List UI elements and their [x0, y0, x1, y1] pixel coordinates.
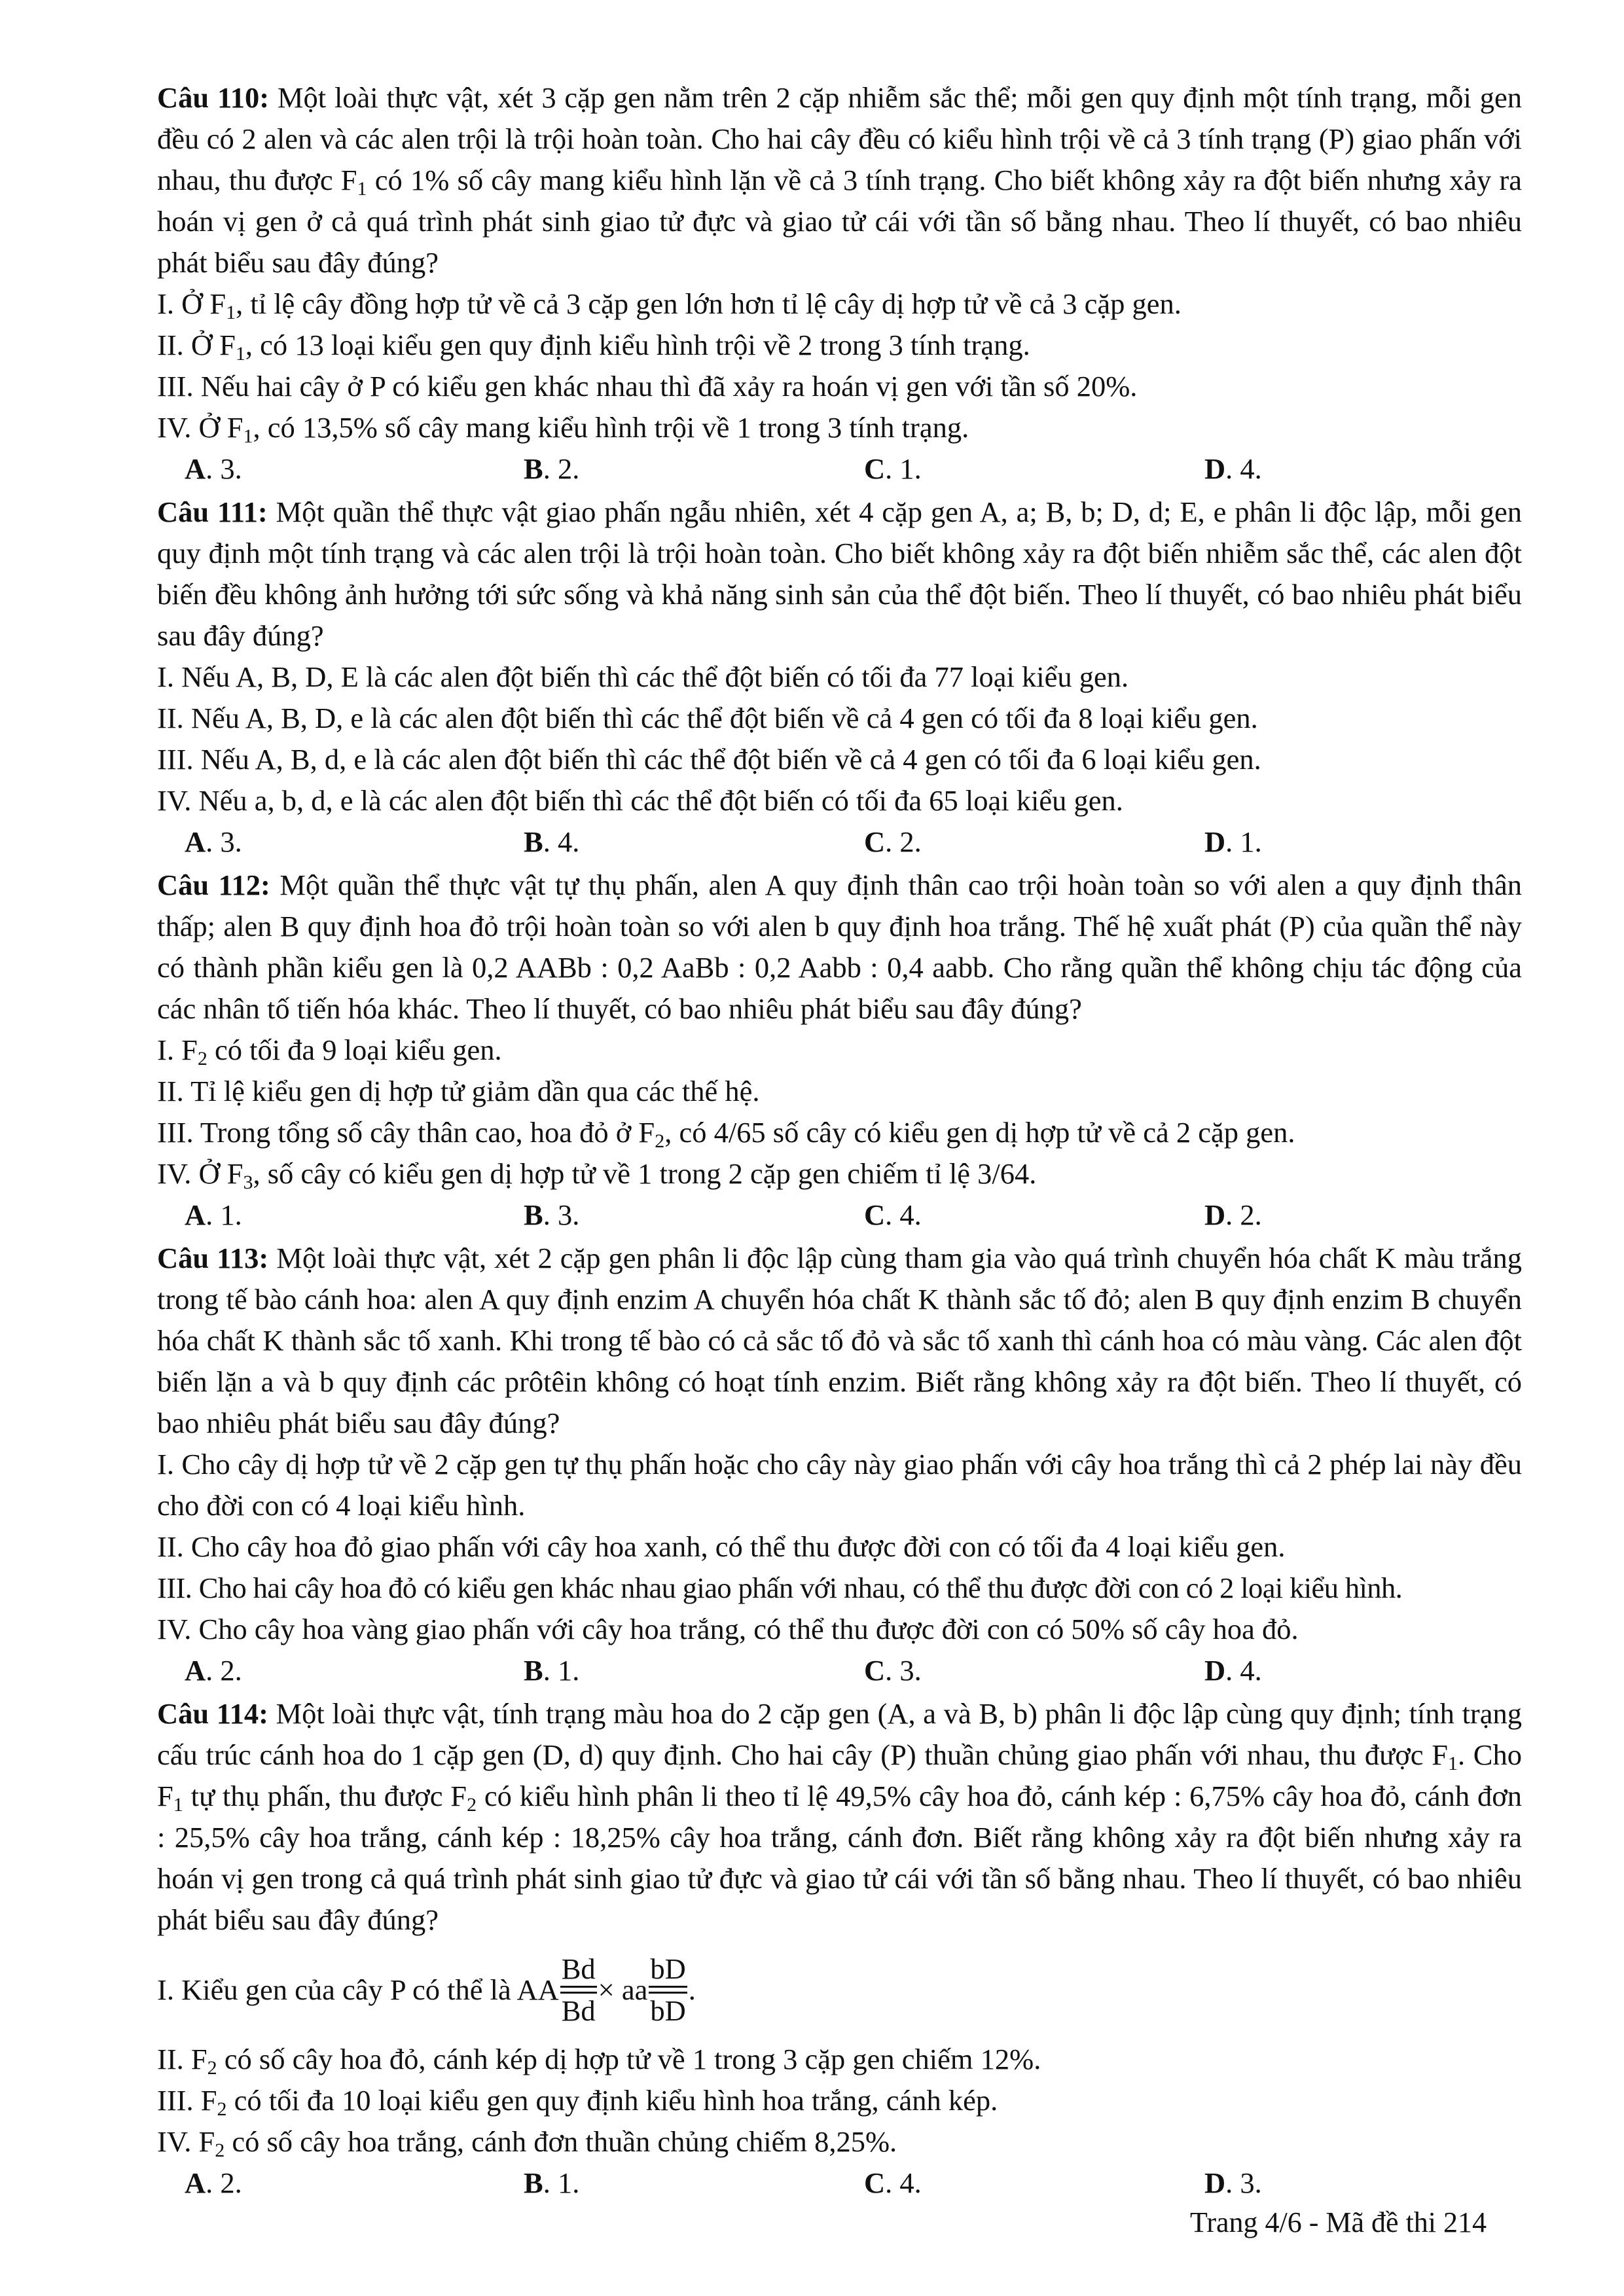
question-label: Câu 114: [157, 1697, 268, 1730]
answer-option-b[interactable]: B. 1. [524, 2166, 580, 2199]
statement-1: I. $F_2$ có tối đa 9 loại kiểu gen. [157, 1033, 502, 1069]
question-label: Câu 112: [157, 869, 270, 901]
question-text [157, 492, 1522, 656]
answer-options [157, 448, 1522, 492]
answer-options [157, 1650, 1522, 1693]
question-text [157, 1238, 1522, 1444]
answer-option-d[interactable]: D. 3. [1204, 2166, 1262, 2199]
answer-option-a[interactable]: A. 1. [185, 1198, 242, 1231]
statement-4: IV. Nếu a, b, d, e là các alen đột biến thì các thể đột biến có tối đa 65 loại kiểu gen. [157, 784, 1123, 817]
answer-option-c[interactable]: C. 3. [864, 1654, 922, 1687]
answer-options [157, 1194, 1522, 1238]
statement-3: III. Nếu hai cây ở P có kiểu gen khác nhau thì đã xảy ra hoán vị gen với tần số 20%. [157, 370, 1138, 403]
statement-1: I. Ở $F_1$, tỉ lệ cây đồng hợp tử về cả 3 cặp gen lớn hơn tỉ lệ cây dị hợp tử về cả 3 cặp gen. [157, 287, 1182, 323]
answer-option-d[interactable]: D. 2. [1204, 1198, 1262, 1231]
subscript: 1 [357, 178, 367, 200]
question-body: Một loài thực vật, xét 3 cặp gen nằm trên 2 cặp nhiễm sắc thể; mỗi gen quy định một tính trạng, mỗi gen đều có 2 alen và các alen trội là trội hoàn toàn. Cho hai cây đều có kiểu hình trội về cả 3 tính trạng (P) giao phấn với nhau, thu được F [157, 81, 1522, 196]
statement-2: II. Nếu A, B, D, e là các alen đột biến thì các thể đột biến về cả 4 gen có tối đa 8 loại kiểu gen. [157, 702, 1258, 734]
answer-option-c[interactable]: C. 4. [864, 1198, 922, 1231]
question-body: Một loài thực vật, tính trạng màu hoa do 2 cặp gen (A, a và B, b) phân li độc lập cùng quy định; tính trạng cấu trúc cánh hoa do 1 cặp gen (D, d) quy định. Cho hai cây (P) thuần chủng giao phấn với nhau, thu được F [157, 1697, 1522, 1771]
question-body: Một loài thực vật, xét 2 cặp gen phân li độc lập cùng tham gia vào quá trình chuyển hóa chất K màu trắng trong tế bào cánh hoa: alen A quy định enzim A chuyển hóa chất K thành sắc tố đỏ; alen B quy định enzim B chuyển hóa chất K thành sắc tố xanh. Khi trong tế bào có cả sắc tố đỏ và sắc tố xanh thì cánh hoa có màu vàng. Các alen đột biến lặn a và b quy định các prôtêin không có hoạt tính enzim. Biết rằng không xảy ra đột biến. Theo lí thuyết, có bao nhiêu phát biểu sau đây đúng? [157, 1242, 1522, 1439]
question-112 [157, 865, 1522, 1238]
answer-option-b[interactable]: B. 4. [524, 825, 580, 858]
question-text: Câu 114: Một loài thực vật, tính trạng màu hoa do 2 cặp gen (A, a và B, b) phân li độc lập cùng quy định; tính trạng cấu trúc cánh hoa do 1 cặp gen (D, d) quy định. Cho hai cây (P) thuần chủng giao phấn với nhau, thu được $F_1$. Cho $F_1$ tự thụ phấn, thu được $F_2$ có kiểu hình phân li theo tỉ lệ 49,5% cây hoa đỏ, cánh kép : 6,75% cây hoa đỏ, cánh đơn : 25,5% cây hoa trắng, cánh kép : 18,25% cây hoa trắng, cánh đơn. Biết rằng không xảy ra đột biến nhưng xảy ra hoán vị gen trong cả quá trình phát sinh giao tử đực và giao tử cái với tần số bằng nhau. Theo lí thuyết, có bao nhiêu phát biểu sau đây đúng? [157, 1697, 1522, 1936]
answer-option-a[interactable]: A. 2. [185, 2166, 242, 2199]
statement-3: III. Cho hai cây hoa đỏ có kiểu gen khác nhau giao phấn với nhau, có thể thu được đời con có 2 loại kiểu hình. [157, 1571, 1403, 1604]
statement-2: II. Tỉ lệ kiểu gen dị hợp tử giảm dần qua các thế hệ. [157, 1075, 760, 1107]
statement-1: I. Nếu A, B, D, E là các alen đột biến thì các thể đột biến có tối đa 77 loại kiểu gen. [157, 660, 1129, 693]
question-body-cont: có 1% số cây mang kiểu hình lặn về cả 3 tính trạng. Cho biết không xảy ra đột biến nhưng xảy ra hoán vị gen ở cả quá trình phát sinh giao tử đực và giao tử cái với tần số bằng nhau. Theo lí thuyết, có bao nhiêu phát biểu sau đây đúng? [157, 164, 1523, 279]
genotype-fraction-1: $\frac{Bd}{Bd}$ [561, 1952, 596, 2027]
question-114 [157, 1693, 1522, 2206]
statement-4: IV. Ở $F_1$, có 13,5% số cây mang kiểu hình trội về 1 trong 3 tính trạng. [157, 411, 969, 447]
question-body: Một quần thể thực vật giao phấn ngẫu nhiên, xét 4 cặp gen A, a; B, b; D, d; E, e phân li độc lập, mỗi gen quy định một tính trạng và các alen trội là trội hoàn toàn. Cho biết không xảy ra đột biến nhiễm sắc thể, các alen đột biến đều không ảnh hưởng tới sức sống và khả năng sinh sản của thể đột biến. Theo lí thuyết, có bao nhiêu phát biểu sau đây đúng? [157, 495, 1523, 652]
statement-1: I. Kiểu gen của cây P có thể là AA $\frac{Bd}{Bd}$ × aa $\frac{bD}{bD}$ . [157, 1952, 696, 2027]
statement-3: III. $F_2$ có tối đa 10 loại kiểu gen quy định kiểu hình hoa trắng, cánh kép. [157, 2084, 998, 2120]
answer-option-c[interactable]: C. 2. [864, 825, 922, 858]
statement-4: IV. Cho cây hoa vàng giao phấn với cây hoa trắng, có thể thu được đời con có 50% số cây hoa đỏ. [157, 1613, 1299, 1645]
answer-option-a[interactable]: A. 2. [185, 1654, 242, 1687]
answer-option-c[interactable]: C. 4. [864, 2166, 922, 2199]
question-111 [157, 492, 1522, 865]
statement-4: IV. Ở $F_3$, số cây có kiểu gen dị hợp tử về 1 trong 2 cặp gen chiếm tỉ lệ 3/64. [157, 1157, 1037, 1193]
answer-option-d[interactable]: D. 1. [1204, 825, 1262, 858]
question-label: Câu 111: [157, 495, 268, 528]
statement-2: II. $F_2$ có số cây hoa đỏ, cánh kép dị hợp tử về 1 trong 3 cặp gen chiếm 12%. [157, 2043, 1041, 2079]
genotype-fraction-2: $\frac{bD}{bD}$ [650, 1952, 686, 2027]
answer-option-a[interactable]: A. 3. [185, 825, 242, 858]
statement-1: I. Cho cây dị hợp tử về 2 cặp gen tự thụ phấn hoặc cho cây này giao phấn với cây hoa trắng thì cả 2 phép lai này đều cho đời con có 4 loại kiểu hình. [157, 1448, 1522, 1522]
answer-option-d[interactable]: D. 4. [1204, 452, 1262, 485]
answer-option-a[interactable]: A. 3. [185, 452, 242, 485]
answer-option-c[interactable]: C. 1. [864, 452, 922, 485]
question-label: Câu 110: [157, 81, 270, 114]
question-label: Câu 113: [157, 1242, 269, 1274]
answer-options [157, 821, 1522, 865]
answer-option-b[interactable]: B. 2. [524, 452, 580, 485]
statement-3: III. Nếu A, B, d, e là các alen đột biến thì các thể đột biến về cả 4 gen có tối đa 6 loại kiểu gen. [157, 743, 1261, 776]
answer-options [157, 2162, 1522, 2206]
answer-option-d[interactable]: D. 4. [1204, 1654, 1262, 1687]
statement-4: IV. $F_2$ có số cây hoa trắng, cánh đơn thuần chủng chiếm 8,25%. [157, 2125, 897, 2161]
question-body: Một quần thể thực vật tự thụ phấn, alen A quy định thân cao trội hoàn toàn so với alen a quy định thân thấp; alen B quy định hoa đỏ trội hoàn toàn so với alen b quy định hoa trắng. Thế hệ xuất phát (P) của quần thể này có thành phần kiểu gen là 0,2 AABb : 0,2 AaBb : 0,2 Aabb : 0,4 aabb. Cho rằng quần thể không chịu tác động của các nhân tố tiến hóa khác. Theo lí thuyết, có bao nhiêu phát biểu sau đây đúng? [157, 869, 1523, 1025]
statement-3: III. Trong tổng số cây thân cao, hoa đỏ ở $F_2$, có 4/65 số cây có kiểu gen dị hợp tử về cả 2 cặp gen. [157, 1116, 1295, 1152]
answer-option-b[interactable]: B. 3. [524, 1198, 580, 1231]
page-footer: Trang 4/6 - Mã đề thi 214 [1190, 2206, 1487, 2238]
statement-2: II. Cho cây hoa đỏ giao phấn với cây hoa xanh, có thể thu được đời con có tối đa 4 loại kiểu gen. [157, 1530, 1286, 1563]
question-text [157, 77, 1522, 283]
question-110 [157, 77, 1522, 492]
answer-option-b[interactable]: B. 1. [524, 1654, 580, 1687]
question-113 [157, 1238, 1522, 1693]
exam-page [157, 77, 1522, 2206]
statement-2: II. Ở $F_1$, có 13 loại kiểu gen quy định kiểu hình trội về 2 trong 3 tính trạng. [157, 329, 1030, 365]
question-text [157, 865, 1522, 1030]
